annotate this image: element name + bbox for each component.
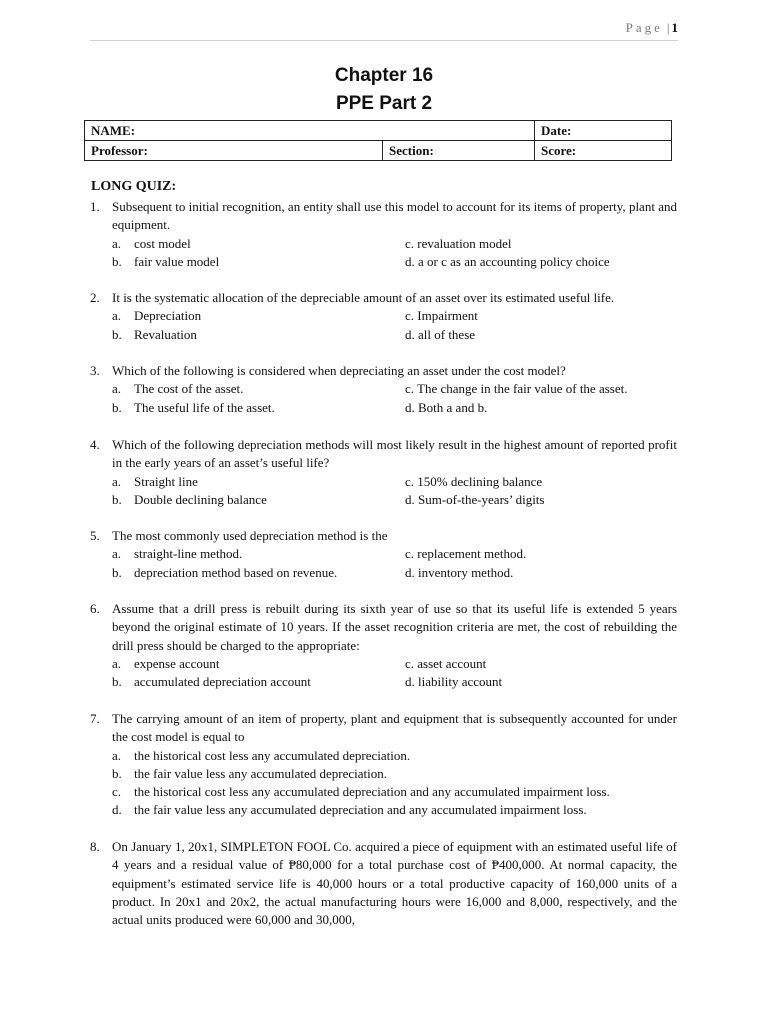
option-a[interactable]: a. cost model bbox=[112, 235, 191, 251]
question-text: It is the systematic allocation of the depreciable amount of an asset over its estimated useful life. bbox=[112, 290, 615, 305]
option-c[interactable]: c. 150% declining balance bbox=[405, 473, 543, 489]
question-2 bbox=[90, 289, 677, 344]
option-d[interactable]: d. a or c as an accounting policy choice bbox=[405, 253, 610, 269]
question-text: On January 1, 20x1, SIMPLETON FOOL Co. acquired a piece of equipment with an estimated useful life of 4 years and a residual value of ₱80,000 for a total purchase cost of ₱400,000. At normal capacity, the equipment’s estimated service life is 40,000 hours or a total productive capacity of 160,000 units of a product. In 20x1 and 20x2, the actual manufacturing hours were 16,000 and 8,000, respectively, and the actual units produced were 60,000 and 30,000, bbox=[112, 839, 677, 928]
option-c[interactable]: c. Impairment bbox=[405, 308, 478, 324]
option-c[interactable]: c. asset account bbox=[405, 655, 487, 671]
option-a[interactable]: a. expense account bbox=[112, 655, 220, 671]
question-4 bbox=[90, 436, 677, 509]
option-d[interactable]: d. Sum-of-the-years’ digits bbox=[405, 491, 545, 507]
page-number: 1 bbox=[671, 20, 678, 35]
question-number: 8. bbox=[90, 839, 100, 854]
option-a[interactable]: a. The cost of the asset. bbox=[112, 381, 244, 397]
question-3 bbox=[90, 362, 677, 417]
option-b[interactable]: b. Double declining balance bbox=[112, 491, 267, 507]
option-b[interactable]: b. The useful life of the asset. bbox=[112, 399, 275, 415]
question-5 bbox=[90, 527, 677, 582]
chapter-title: Chapter 16 bbox=[334, 65, 434, 86]
question-6 bbox=[90, 600, 677, 691]
option-b[interactable]: b. fair value model bbox=[112, 253, 220, 269]
page-number-label bbox=[626, 20, 678, 36]
option-a[interactable]: a. Depreciation bbox=[112, 308, 202, 324]
option-c[interactable]: c. The change in the fair value of the asset. bbox=[405, 381, 628, 397]
option-b[interactable]: b. accumulated depreciation account bbox=[112, 674, 311, 690]
question-text: The carrying amount of an item of property, plant and equipment that is subsequently accounted for under the cost model is equal to bbox=[112, 711, 677, 745]
option-c[interactable]: c. the historical cost less any accumulated depreciation and any accumulated impairment loss. bbox=[112, 784, 610, 800]
option-c[interactable]: c. revaluation model bbox=[405, 235, 512, 251]
option-b[interactable]: b. the fair value less any accumulated depreciation. bbox=[112, 765, 388, 781]
student-info-table bbox=[84, 120, 672, 161]
page-separator: | bbox=[666, 20, 670, 35]
question-text: The most commonly used depreciation method is the bbox=[112, 528, 388, 543]
question-7 bbox=[90, 710, 677, 820]
question-number: 5. bbox=[90, 528, 100, 543]
date-field[interactable]: Date: bbox=[535, 121, 672, 141]
quiz-heading: LONG QUIZ: bbox=[91, 179, 177, 194]
score-field[interactable]: Score: bbox=[535, 141, 672, 161]
option-d[interactable]: d. Both a and b. bbox=[405, 399, 488, 415]
question-text: Subsequent to initial recognition, an entity shall use this model to account for its items of property, plant and equipment. bbox=[112, 199, 677, 233]
name-field[interactable]: NAME: bbox=[85, 121, 535, 141]
option-b[interactable]: b. depreciation method based on revenue. bbox=[112, 564, 338, 580]
option-c[interactable]: c. replacement method. bbox=[405, 546, 527, 562]
option-d[interactable]: d. all of these bbox=[405, 326, 476, 342]
section-field[interactable]: Section: bbox=[383, 141, 535, 161]
question-number: 6. bbox=[90, 601, 100, 616]
question-1 bbox=[90, 198, 677, 271]
question-text: Which of the following depreciation methods will most likely result in the highest amount of reported profit in the early years of an asset’s useful life? bbox=[112, 437, 677, 471]
question-number: 7. bbox=[90, 711, 100, 726]
professor-field[interactable]: Professor: bbox=[85, 141, 383, 161]
page-header bbox=[90, 18, 678, 41]
question-text: Assume that a drill press is rebuilt during its sixth year of use so that its useful life is extended 5 years beyond the original estimate of 10 years. If the asset recognition criteria are met, the cost of rebuilding the drill press should be charged to the appropriate: bbox=[112, 601, 677, 653]
question-number: 2. bbox=[90, 290, 100, 305]
option-d[interactable]: d. the fair value less any accumulated depreciation and any accumulated impairment loss. bbox=[112, 802, 587, 818]
question-text: Which of the following is considered when depreciating an asset under the cost model? bbox=[112, 363, 566, 378]
question-number: 1. bbox=[90, 199, 100, 214]
question-number: 4. bbox=[90, 437, 100, 452]
option-d[interactable]: d. inventory method. bbox=[405, 564, 514, 580]
option-b[interactable]: b. Revaluation bbox=[112, 326, 197, 342]
option-d[interactable]: d. liability account bbox=[405, 674, 503, 690]
question-number: 3. bbox=[90, 363, 100, 378]
option-a[interactable]: a. straight-line method. bbox=[112, 546, 243, 562]
question-8 bbox=[90, 838, 677, 929]
page-word: Page bbox=[625, 20, 663, 35]
option-a[interactable]: a. Straight line bbox=[112, 473, 198, 489]
chapter-subtitle: PPE Part 2 bbox=[335, 93, 433, 114]
option-a[interactable]: a. the historical cost less any accumulated depreciation. bbox=[112, 747, 411, 763]
